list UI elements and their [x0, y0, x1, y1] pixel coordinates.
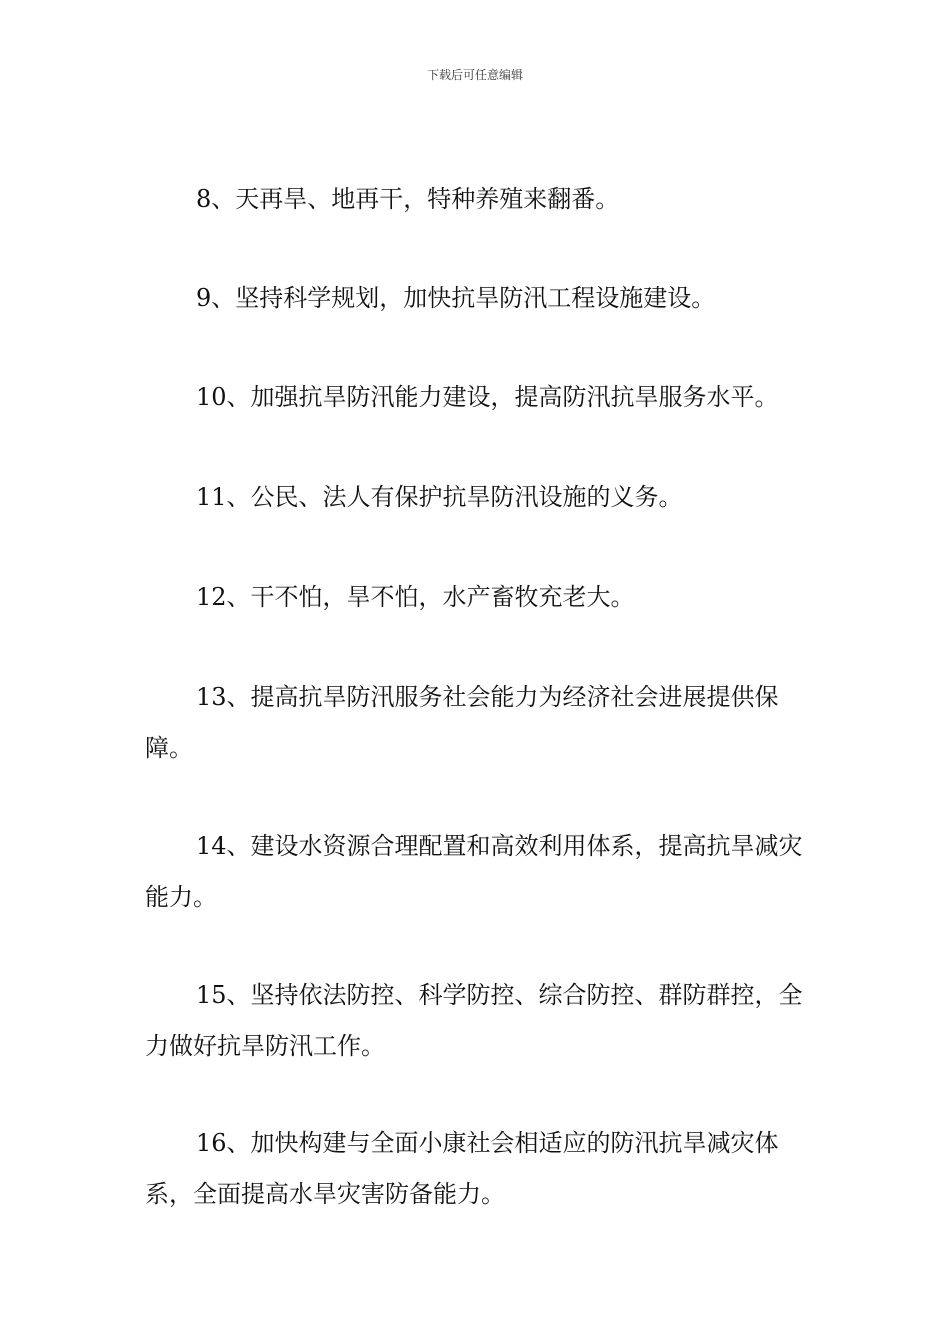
- list-item: 16、加快构建与全面小康社会相适应的防汛抗旱减灾体系，全面提高水旱灾害防备能力。: [145, 1129, 779, 1208]
- list-item: 15、坚持依法防控、科学防控、综合防控、群防群控，全力做好抗旱防汛工作。: [145, 981, 803, 1060]
- list-item: 12、干不怕，旱不怕，水产畜牧充老大。: [196, 583, 635, 611]
- header-note: 下载后可任意编辑: [426, 68, 523, 82]
- list-item: 14、建设水资源合理配置和高效利用体系，提高抗旱减灾能力。: [145, 832, 803, 911]
- list-item: 9、坚持科学规划，加快抗旱防汛工程设施建设。: [196, 284, 716, 312]
- list-item: 8、天再旱、地再干，特种养殖来翻番。: [196, 185, 620, 213]
- list-item: 13、提高抗旱防汛服务社会能力为经济社会进展提供保障。: [145, 683, 779, 762]
- list-item: 11、公民、法人有保护抗旱防汛设施的义务。: [196, 483, 683, 511]
- list-item: 10、加强抗旱防汛能力建设，提高防汛抗旱服务水平。: [196, 383, 779, 411]
